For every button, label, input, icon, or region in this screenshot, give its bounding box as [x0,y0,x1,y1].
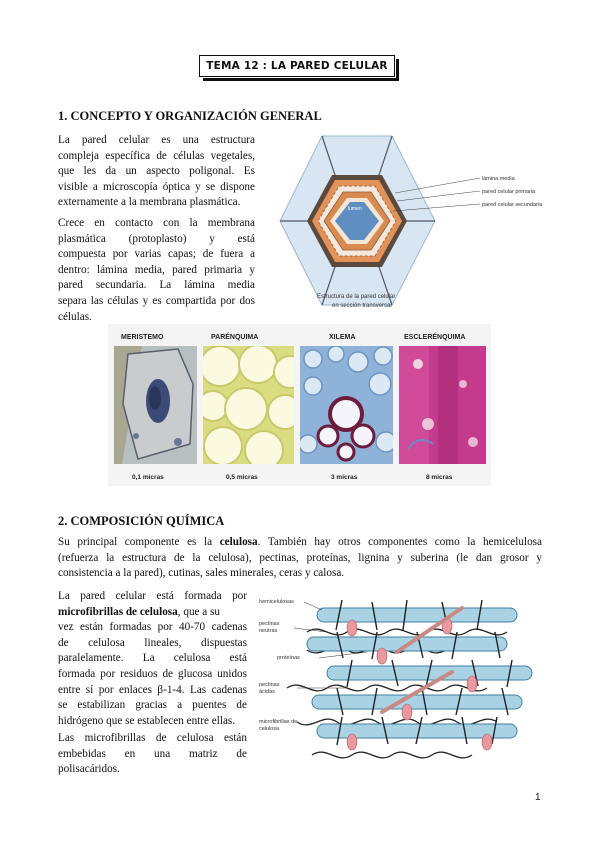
text-line: se estabilizan gracias a puentes de [58,699,247,712]
tissue-label-esclerenquima: ESCLERÉNQUIMA [404,334,466,341]
text-line [58,551,542,567]
text-line: Las microfibrillas de celulosa están [58,732,247,744]
section1-paragraph2 [58,216,255,325]
intro-text: . También hay otros componentes como la hemicelulosa [257,536,542,548]
page-number: 1 [535,792,541,803]
text-line: formada por residuos de glucosa unidos [58,667,247,680]
label-pectinas-acidas: pectinas [259,682,280,688]
text-fragment: , que a su [177,605,221,618]
page-title [199,55,395,77]
text-line: de celulosa lineales, dispuestas [58,636,247,649]
label-microfibrillas: celulosa [259,726,280,732]
label-pectinas-neutras: pectinas [259,621,280,627]
figure-label-pared-secundaria: pared celular secundaria [482,202,543,208]
text-line: externamente a la membrana plasmática. [58,196,241,209]
xilema-image [299,346,396,464]
intro-text: (refuerza la estructura de la celulosa), pectinas, proteínas, lignina y suberina (le dan grosor y [58,551,542,564]
label-pectinas-acidas: ácidas [259,689,275,695]
text-line [58,535,542,551]
text-line: La pared celular está formada por [58,590,247,602]
figure-caption-line: Estructura de la pared celular [317,294,396,300]
tissues-figure [108,324,491,486]
text-line: entre sí por enlaces β-1-4. Las cadenas [58,683,247,696]
intro-text: consistencia a la pared), cutinas, sales minerales, ceras y calosa. [58,567,345,580]
text-line: compuesta por varias capas; de fuera a [58,248,255,261]
page-title-text: TEMA 12 : LA PARED CELULAR [206,60,388,72]
intro-bold-celulosa: celulosa [219,536,258,548]
figure-label-pared-primaria: pared celular primaria [482,189,536,195]
cell-wall-figure [277,133,543,313]
text-line [58,605,247,621]
text-line: separa las células y es compartida por dos [58,294,255,307]
figure-label-lamina-media: lámina media [482,176,515,182]
text-line: células. [58,310,92,323]
label-pectinas-neutras: neutras [259,628,278,634]
tissue-label-meristemo: MERISTEMO [121,334,164,341]
tissue-scale-meristemo: 0,1 micras [132,474,164,481]
text-line: visible a microscopía óptica y se dispone [58,180,255,193]
parenquima-image [198,345,306,469]
label-hemicelulosas: hemicelulosas [259,599,294,605]
section1-paragraph1 [58,133,255,211]
text-line: Crece en contacto con la membrana [58,217,255,229]
text-line: plasmática (protoplasto) y está [58,232,255,245]
section2-paragraph2 [58,589,247,729]
tissue-scale-xilema: 3 micras [331,474,358,481]
label-microfibrillas: microfibrillas de [259,719,298,725]
section2-heading: 2. COMPOSICIÓN QUÍMICA [58,514,225,528]
meristemo-image [114,346,197,464]
text-line: La pared celular es una estructura [58,134,255,146]
text-line: polisacáridos. [58,763,120,776]
label-proteinas: proteínas [277,655,300,661]
text-line: paralelamente. La celulosa está [58,652,247,665]
microfibrillas-bold: microfibrillas de celulosa [58,605,178,618]
intro-text: Su principal componente es la [58,536,220,548]
section2-paragraph3 [58,731,247,778]
text-line: embebidas en una matriz de [58,747,247,760]
text-line: vez están formadas por 40-70 cadenas [58,621,247,634]
text-line: hidrógeno que se establecen entre ellas. [58,714,236,727]
section2-intro [58,535,542,582]
tissue-label-xilema: XILEMA [329,334,356,341]
figure-caption-line: en sección transversal [332,303,392,309]
tissue-scale-esclerenquima: 8 micras [426,474,453,481]
tissue-label-parenquima: PARÉNQUIMA [211,334,259,341]
section1-heading: 1. CONCEPTO Y ORGANIZACIÓN GENERAL [58,109,322,123]
text-line [58,566,542,582]
microfibril-diagram [257,592,547,769]
lumen-label: lumen [348,206,362,212]
text-line: que les da un aspecto poligonal. Es [58,165,255,178]
text-line: pared secundaria. La lámina media [58,279,255,292]
tissue-scale-parenquima: 0,5 micras [226,474,258,481]
esclerenquima-image [399,346,486,464]
text-line: compleja específica de células vegetales, [58,149,255,162]
text-line: dentro: lámina media, pared primaria y [58,263,255,276]
